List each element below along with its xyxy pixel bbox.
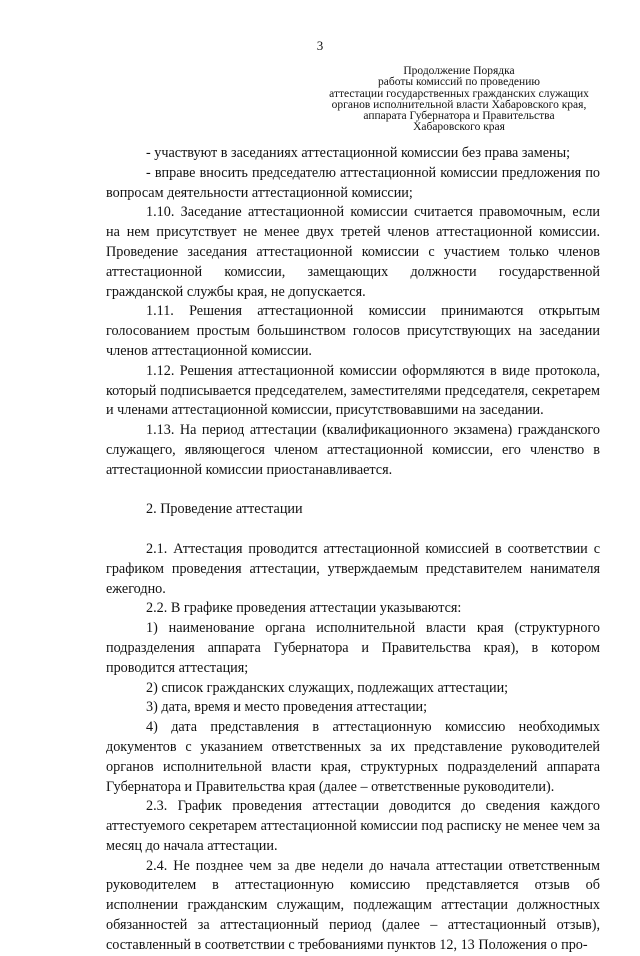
section-spacer	[106, 481, 600, 501]
paragraph: 3) дата, время и место проведения аттестации;	[146, 699, 428, 716]
paragraph: 1.10. Заседание аттестационной комиссии считается правомочным, если на нем присутствует не менее двух третей членов аттестационной комиссии. Проведение заседания аттестационной комиссии с участием только членов аттестационной комиссии, замещающих должности государственной гражданской службы края, не допускается.	[106, 204, 600, 300]
running-header-line: аппарата Губернатора и Правительства	[363, 110, 555, 123]
paragraph: 4) дата представления в аттестационную комиссию необходимых документов с указанием ответственных за их представление руководителей органов исполнительной власти края, структурных подразделений аппарата Губернатора и Правительства края (далее – ответственные руководители).	[106, 719, 600, 795]
section-heading: 2. Проведение аттестации	[146, 501, 303, 518]
running-header-line: Хабаровского края	[413, 121, 505, 134]
running-header-line: аттестации государственных гражданских служащих	[329, 87, 589, 100]
paragraph: 1.13. На период аттестации (квалификационного экзамена) гражданского служащего, являющегося членом аттестационной комиссии, его членство в аттестационной комиссии приостанавливается.	[106, 422, 600, 478]
paragraph: 2.3. График проведения аттестации доводится до сведения каждого аттестуемого секретарем аттестационной комиссии под расписку не менее чем за месяц до начала аттестации.	[106, 798, 600, 854]
running-header-line: Продолжение Порядка	[403, 65, 515, 77]
paragraph: 1.11. Решения аттестационной комиссии принимаются открытым голосованием простым большинством голосов присутствующих на заседании членов аттестационной комиссии.	[106, 303, 600, 359]
paragraph: 2) список гражданских служащих, подлежащих аттестации;	[146, 679, 509, 696]
paragraph: 1.12. Решения аттестационной комиссии оформляются в виде протокола, который подписывается председателем, заместителями председателя, секретарем и членами аттестационной комиссии, присутствовавшими на заседании.	[106, 362, 600, 419]
paragraph: 2.2. В графике проведения аттестации указываются:	[146, 600, 462, 617]
paragraph: 1) наименование органа исполнительной власти края (структурного подразделения аппарата Губернатора и Правительства края), в котором проводится аттестация;	[106, 620, 600, 676]
running-header-line: работы комиссий по проведению	[378, 76, 540, 89]
section-spacer	[106, 520, 600, 540]
paragraph: - участвуют в заседаниях аттестационной комиссии без права замены;	[146, 145, 571, 161]
running-header-line: органов исполнительной власти Хабаровского края,	[331, 98, 587, 111]
running-header	[300, 66, 618, 134]
document-body	[106, 144, 600, 956]
paragraph: 2.1. Аттестация проводится аттестационной комиссией в соответствии с графиком проведения аттестации, утверждаемым представителем нанимателя ежегодно.	[106, 540, 600, 597]
page-number: 3	[316, 38, 324, 53]
paragraph: - вправе вносить председателю аттестационной комиссии предложения по вопросам деятельности аттестационной комиссии;	[106, 164, 600, 201]
paragraph: 2.4. Не позднее чем за две недели до начала аттестации ответственным руководителем в аттестационную комиссию представляется отзыв об исполнении гражданским служащим, подлежащим аттестации должностных обязанностей за аттестационный период (далее – аттестационный отзыв), составленный в соответствии с требованиями пунктов 12, 13 Положения о про-	[106, 857, 600, 953]
